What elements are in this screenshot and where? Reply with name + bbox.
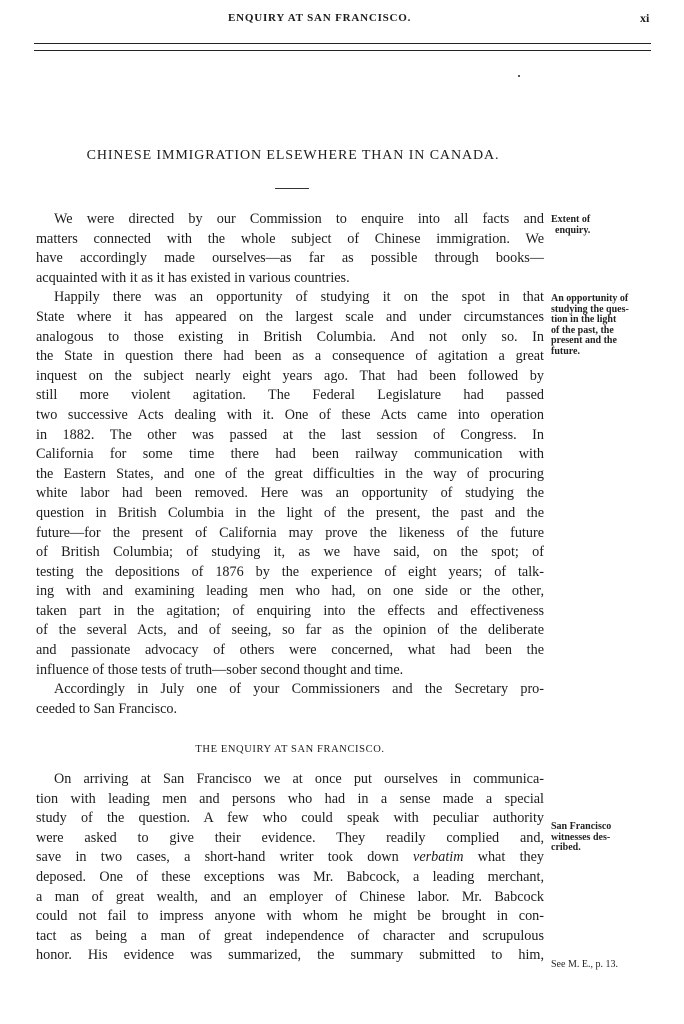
header-rule-bottom: [34, 50, 651, 51]
text-line: tact as being a man of great independence of character and scrupulous: [36, 927, 544, 944]
margin-note-line: of the past, the: [551, 324, 614, 336]
page-number: xi: [640, 11, 650, 25]
section-1-text: [36, 210, 544, 719]
margin-note-line: tion in the light: [551, 314, 617, 325]
margin-note-line: See M. E., p. 13.: [551, 959, 618, 970]
text-line: future—for the present of California may prove the likeness of the future: [36, 524, 544, 541]
text-line: inquest on the subject nearly eight years ago. That had been followed by: [36, 367, 544, 384]
text-line: deposed. One of these exceptions was Mr. Babcock, a leading merchant,: [36, 868, 544, 885]
margin-note-line: Extent of: [551, 214, 591, 225]
text-line: a man of great wealth, and an employer of Chinese labor. Mr. Babcock: [36, 888, 544, 905]
margin-note-extent: [551, 215, 647, 236]
running-title: ENQUIRY AT SAN FRANCISCO.: [228, 12, 412, 24]
text-line: still more violent agitation. The Federal Legislature had passed: [36, 387, 544, 404]
text-line: white labor had been removed. Here was an opportunity of studying the: [36, 485, 544, 502]
print-speck: [518, 75, 520, 77]
margin-note-line: studying the ques-: [551, 303, 629, 315]
text-line: study of the question. A few who could speak with peculiar authority: [36, 810, 544, 827]
margin-note-opportunity: [551, 294, 647, 357]
text-line: analogous to those existing in British Columbia. And not only so. In: [36, 328, 544, 345]
margin-note-line: cribed.: [551, 842, 581, 853]
text-line: On arriving at San Francisco we at once put ourselves in communica-: [54, 771, 544, 787]
text-line: the Eastern States, and one of the great difficulties in the way of procuring: [36, 465, 544, 482]
header-rule-top: [34, 43, 651, 44]
text-segment: save in two cases, a short-hand writer took down: [36, 849, 414, 866]
margin-note-line: future.: [551, 345, 580, 357]
text-line: question in British Columbia in the light of the present, the past and the: [36, 504, 544, 521]
section-heading: THE ENQUIRY AT SAN FRANCISCO.: [195, 744, 385, 755]
text-line: testing the depositions of 1876 by the experience of eight years; of talk-: [36, 563, 544, 580]
margin-note-line: An opportunity of: [551, 293, 629, 304]
text-line: tion with leading men and persons who had in a sense made a special: [36, 790, 544, 807]
text-line: We were directed by our Commission to enquire into all facts and: [54, 211, 544, 227]
text-line: Accordingly in July one of your Commissioners and the Secretary pro-: [54, 681, 544, 698]
text-line: State where it has appeared on the largest scale and under circumstances: [36, 308, 544, 325]
margin-note-line: witnesses des-: [551, 831, 611, 843]
text-line: matters connected with the whole subject of Chinese immigration. We: [36, 230, 544, 247]
text-line: of the several Acts, and of seeing, so far as the opinion of the deliberate: [36, 622, 544, 639]
text-line: ing with and examining leading men who had, on one side or the other,: [36, 583, 544, 600]
text-line: taken part in the agitation; of enquiring into the effects and effectiveness: [36, 602, 544, 619]
margin-note-witnesses: [551, 822, 647, 854]
margin-note-line: present and the: [551, 335, 617, 346]
text-line: were asked to give their evidence. They readily complied and,: [36, 829, 544, 846]
text-line: acquainted with it as it has existed in various countries.: [36, 269, 350, 286]
text-line: could not fail to impress anyone with whom he might be brought in con-: [36, 908, 544, 925]
text-line: influence of those tests of truth—sober second thought and time.: [36, 661, 404, 678]
margin-note-line: San Francisco: [551, 821, 612, 832]
chapter-title: CHINESE IMMIGRATION ELSEWHERE THAN IN CANADA.: [86, 148, 500, 163]
text-line: the State in question there had been as a consequence of agitation a great: [36, 348, 544, 365]
margin-note-reference: [551, 960, 647, 971]
text-line: two successive Acts dealing with it. One of these Acts came into operation: [36, 406, 544, 423]
text-line: honor. His evidence was summarized, the summary submitted to him,: [36, 947, 544, 964]
text-line-verbatim: [36, 848, 544, 868]
section-2-text: [36, 770, 544, 966]
italic-word: verbatim: [413, 849, 464, 866]
text-line: of British Columbia; of studying it, as we have said, on the spot; of: [36, 544, 544, 561]
text-line: and passionate advocacy of others were concerned, what had been the: [36, 642, 544, 659]
title-divider: [275, 188, 309, 189]
text-segment: what they: [463, 849, 544, 866]
margin-note-line: enquiry.: [555, 224, 591, 236]
text-line: have accordingly made ourselves—as far as possible through books—: [36, 250, 544, 267]
text-line: California for some time there had been railway communication with: [36, 446, 544, 463]
text-line: in 1882. The other was passed at the last session of Congress. In: [36, 426, 544, 443]
text-line: Happily there was an opportunity of studying it on the spot in that: [54, 289, 544, 306]
text-line: ceeded to San Francisco.: [36, 700, 178, 717]
